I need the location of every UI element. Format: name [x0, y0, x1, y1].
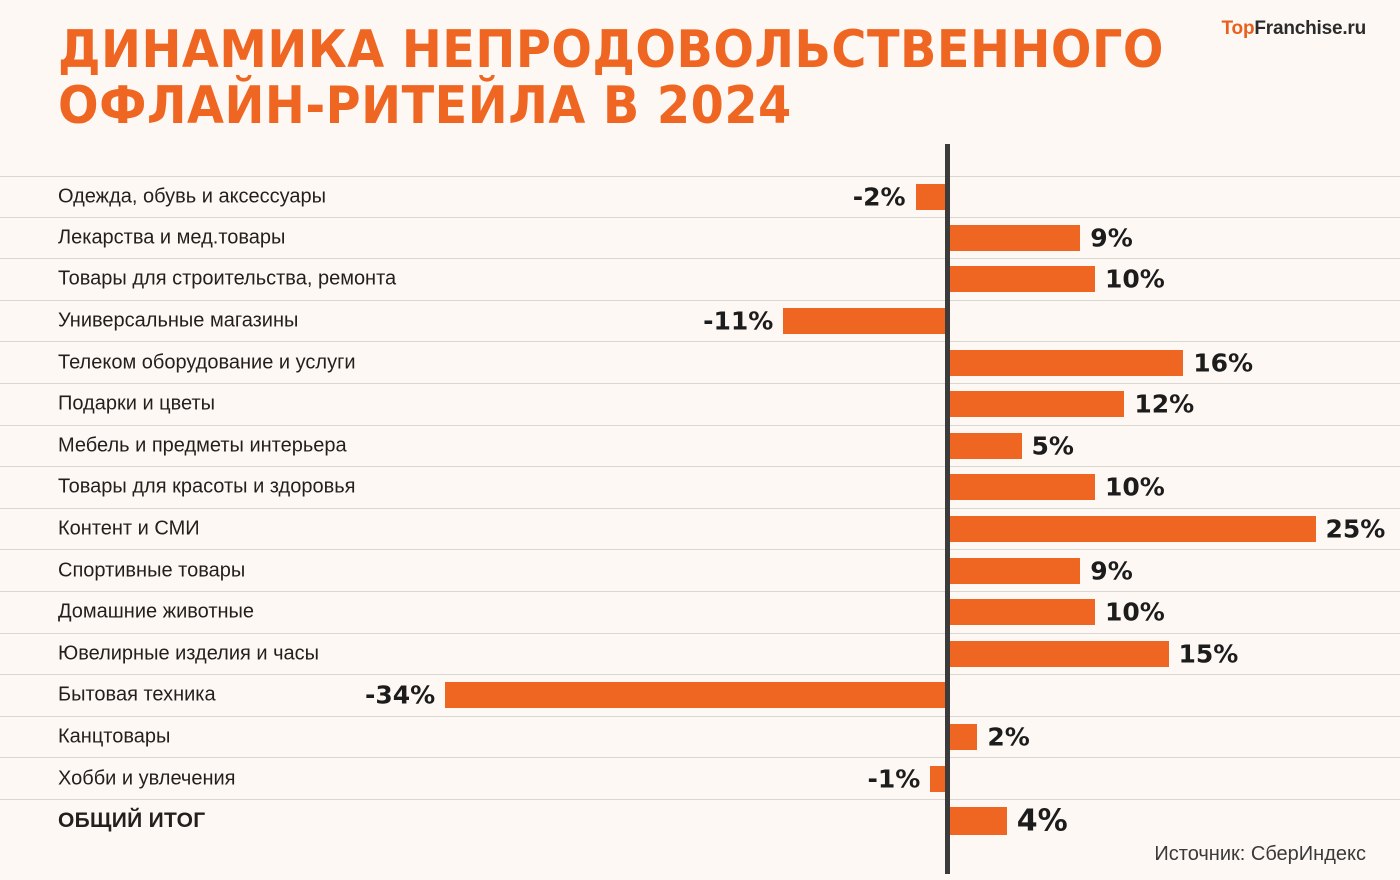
chart-row-label: Ювелирные изделия и часы	[58, 642, 320, 665]
chart-row-label: Подарки и цветы	[58, 392, 216, 415]
chart-bar	[948, 225, 1080, 251]
chart-row	[0, 426, 1400, 468]
chart-bar	[948, 474, 1095, 500]
chart-row-label: Одежда, обувь и аксессуары	[58, 185, 327, 208]
chart-row-label: ОБЩИЙ ИТОГ	[58, 808, 206, 832]
chart-bar	[445, 682, 945, 708]
chart-row	[0, 675, 1400, 717]
chart-row	[0, 717, 1400, 759]
chart-row-label: Хобби и увлечения	[58, 767, 236, 790]
chart-row-label: Телеком оборудование и услуги	[58, 351, 356, 374]
bar-chart	[0, 176, 1400, 876]
chart-row-label: Универсальные магазины	[58, 309, 299, 332]
chart-row	[0, 218, 1400, 260]
chart-row	[0, 259, 1400, 301]
chart-bar-value: 9%	[1090, 556, 1133, 586]
chart-bar	[948, 558, 1080, 584]
chart-row	[0, 634, 1400, 676]
chart-row-label: Лекарства и мед.товары	[58, 226, 286, 249]
chart-row-label: Мебель и предметы интерьера	[58, 434, 347, 457]
chart-bar-value: 12%	[1134, 389, 1195, 419]
chart-row	[0, 384, 1400, 426]
chart-bar	[948, 599, 1095, 625]
chart-row-label: Товары для строительства, ремонта	[58, 267, 397, 290]
page-title-line-1: ДИНАМИКА НЕПРОДОВОЛЬСТВЕННОГО	[58, 20, 1164, 80]
chart-bar-value: -34%	[364, 680, 436, 710]
chart-row	[0, 176, 1400, 218]
chart-row-label: Бытовая техника	[58, 683, 216, 706]
chart-row-label: Товары для красоты и здоровья	[58, 475, 356, 498]
chart-row-label: Канцтовары	[58, 725, 171, 748]
chart-bar-value: 10%	[1105, 472, 1165, 502]
chart-bar-value: 5%	[1031, 431, 1074, 461]
chart-row	[0, 342, 1400, 384]
chart-bar-value: 10%	[1105, 597, 1165, 627]
chart-bar	[948, 266, 1095, 292]
chart-bar	[948, 391, 1124, 417]
chart-bar-value: 4%	[1016, 803, 1068, 839]
chart-row	[0, 758, 1400, 800]
chart-bar-value: 2%	[987, 722, 1030, 752]
chart-bar	[783, 308, 945, 334]
page-title-line-2: ОФЛАЙН-РИТЕЙЛА В 2024	[58, 76, 792, 137]
chart-bar	[948, 516, 1316, 542]
chart-bar	[930, 766, 945, 792]
chart-bar	[948, 641, 1169, 667]
zero-axis-line	[945, 144, 950, 874]
chart-row	[0, 550, 1400, 592]
chart-row	[0, 592, 1400, 634]
chart-bar-value: -11%	[703, 306, 774, 336]
chart-rows	[0, 176, 1400, 842]
chart-bar	[948, 433, 1022, 459]
page-title	[58, 20, 1231, 137]
chart-bar-value: 25%	[1325, 514, 1386, 544]
chart-bar-value: 16%	[1193, 348, 1254, 378]
source-note: Источник: СберИндекс	[1154, 843, 1366, 865]
chart-bar-value: -1%	[867, 764, 921, 794]
chart-row-label: Спортивные товары	[58, 559, 246, 582]
chart-row	[0, 800, 1400, 842]
chart-bar	[948, 724, 977, 750]
chart-row	[0, 301, 1400, 343]
logo-top-text: Top	[1221, 18, 1255, 39]
chart-bar-value: 10%	[1105, 264, 1165, 294]
chart-row-label: Домашние животные	[58, 600, 255, 623]
chart-bar-value: 9%	[1090, 223, 1133, 253]
chart-row-label: Контент и СМИ	[58, 517, 200, 540]
chart-bar	[948, 807, 1007, 835]
chart-bar-value: 15%	[1178, 639, 1239, 669]
chart-row	[0, 509, 1400, 551]
logo-franchise-text: Franchise.ru	[1254, 18, 1366, 39]
chart-bar-value: -2%	[852, 182, 906, 212]
chart-row	[0, 467, 1400, 509]
chart-bar	[948, 350, 1183, 376]
site-logo	[1222, 18, 1366, 40]
chart-bar	[916, 184, 945, 210]
